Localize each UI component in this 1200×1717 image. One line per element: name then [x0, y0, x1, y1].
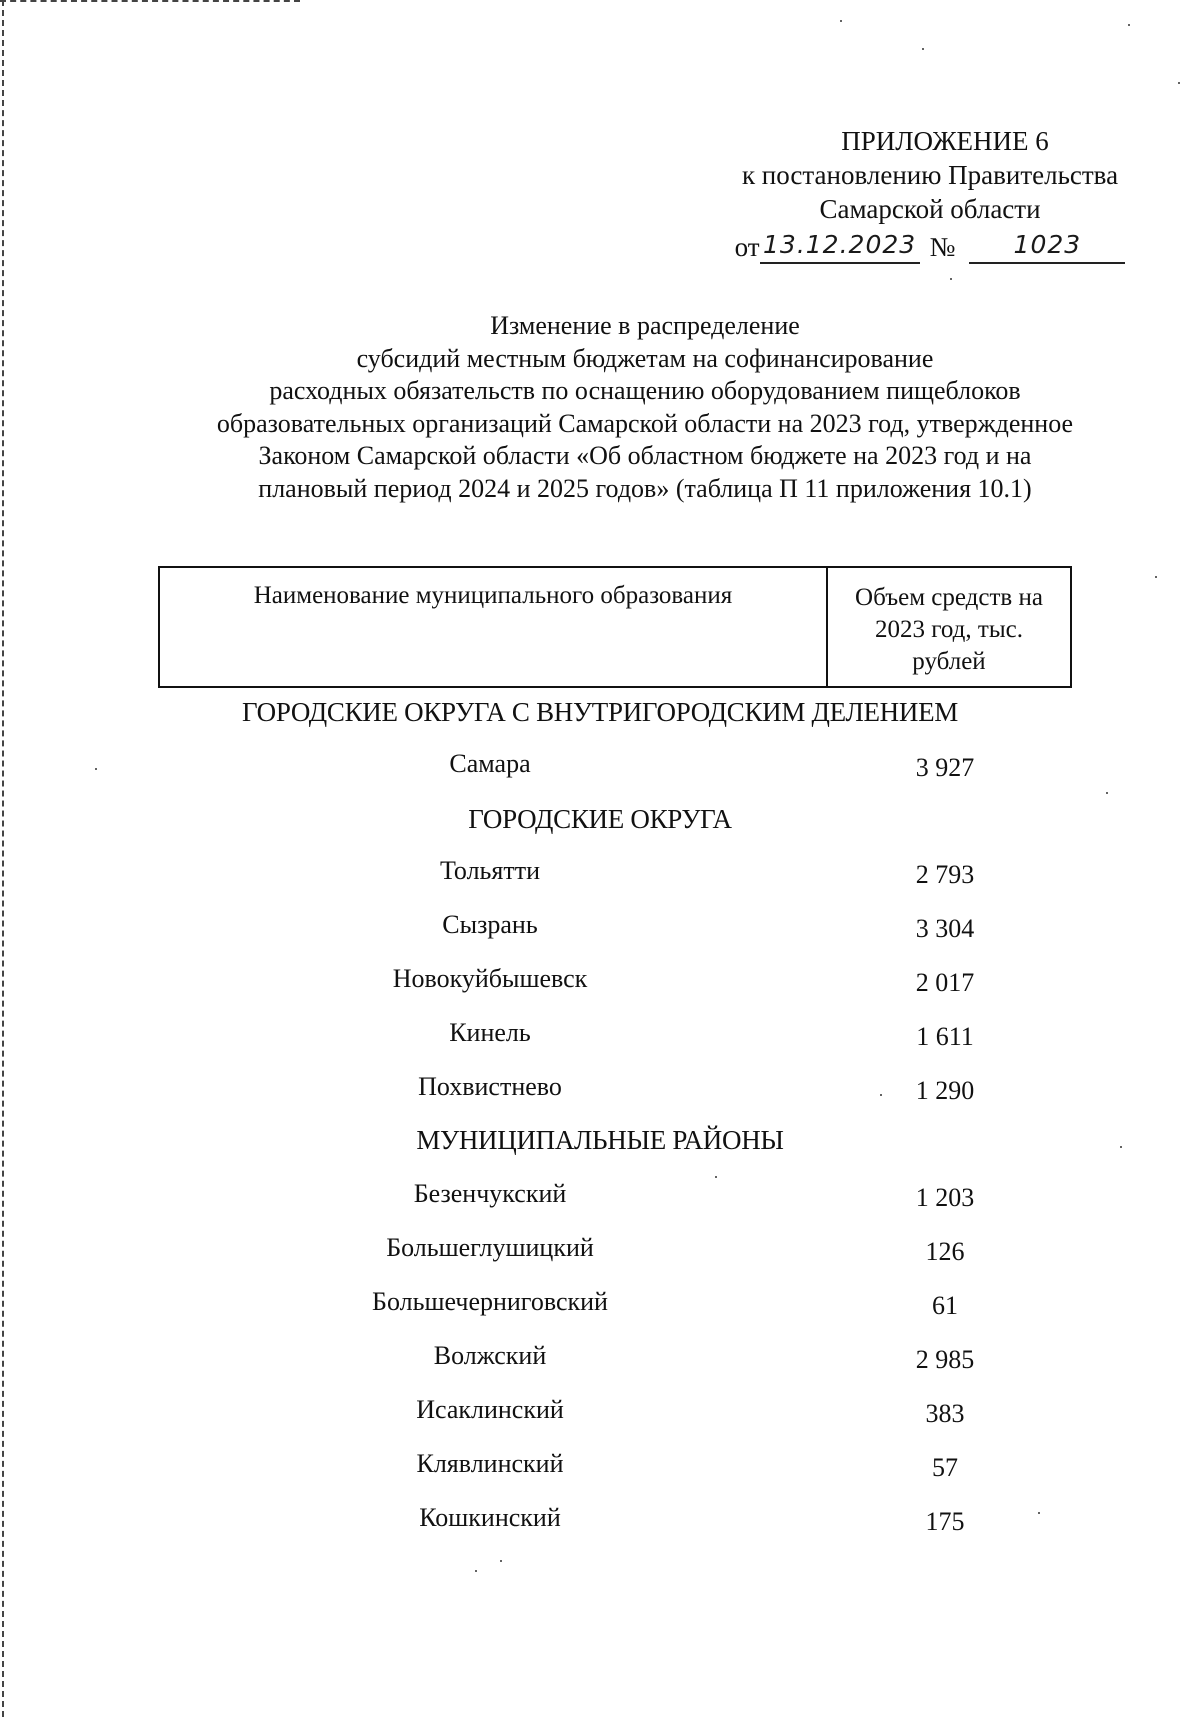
municipality-value: 175: [925, 1507, 965, 1536]
municipality-value: 2 017: [915, 968, 975, 997]
scan-speck: [922, 48, 924, 50]
scan-edge-top: [0, 0, 300, 2]
municipality-value: 1 611: [916, 1022, 974, 1051]
scan-speck: [950, 278, 952, 280]
municipality-value: 1 290: [915, 1076, 975, 1105]
scan-speck: [95, 768, 97, 770]
column-header-volume-line: 2023 год, тыс.: [875, 616, 1023, 643]
title-line: субсидий местным бюджетам на софинансирование: [356, 343, 934, 373]
municipality-value: 57: [932, 1453, 958, 1482]
number-sign: №: [929, 232, 956, 262]
scan-speck: [1155, 576, 1157, 578]
section-heading: ГОРОДСКИЕ ОКРУГА С ВНУТРИГОРОДСКИМ ДЕЛЕНИЕМ: [242, 697, 958, 727]
attachment-line-resolution: к постановлению Правительства: [741, 160, 1119, 190]
title-line: плановый период 2024 и 2025 годов» (таблица П 11 приложения 10.1): [258, 473, 1032, 503]
municipality-name: Кинель: [449, 1018, 531, 1047]
scan-speck: [1128, 24, 1130, 26]
column-header-name: Наименование муниципального образования: [160, 568, 828, 686]
municipality-name: Кошкинский: [419, 1503, 561, 1532]
column-header-volume: [828, 568, 1070, 686]
title-line: образовательных организаций Самарской области на 2023 год, утвержденное: [216, 408, 1074, 438]
column-header-volume-line: рублей: [912, 648, 986, 675]
section-heading: МУНИЦИПАЛЬНЫЕ РАЙОНЫ: [416, 1125, 784, 1155]
municipality-name: Волжский: [433, 1341, 547, 1370]
municipality-value: 3 304: [915, 914, 975, 943]
municipality-name: Большеглушицкий: [386, 1233, 594, 1262]
municipality-name: Новокуйбышевск: [392, 964, 588, 993]
document-title: [150, 310, 1140, 505]
municipality-value: 61: [932, 1291, 958, 1320]
title-line: расходных обязательств по оснащению оборудованием пищеблоков: [269, 376, 1021, 405]
scan-speck: [1106, 792, 1108, 794]
municipality-value: 383: [925, 1399, 965, 1428]
attachment-title: ПРИЛОЖЕНИЕ 6: [841, 126, 1049, 156]
municipality-name: Большечерниговский: [372, 1287, 608, 1316]
scan-speck: [715, 1176, 717, 1178]
municipality-value: 126: [925, 1237, 965, 1266]
scan-speck: [475, 1570, 477, 1572]
scan-speck: [840, 20, 842, 22]
title-line: Изменение в распределение: [490, 311, 800, 340]
attachment-line-region: Самарской области: [819, 194, 1041, 224]
handwritten-date: 13.12.2023: [760, 228, 920, 264]
municipality-name: Исаклинский: [416, 1395, 564, 1424]
municipality-name: Сызрань: [442, 910, 538, 939]
attachment-header: [720, 124, 1140, 264]
resolution-date-number: [720, 228, 1140, 264]
scan-edge-left: [2, 0, 4, 1717]
table-header: [158, 566, 1072, 688]
date-prefix: от: [734, 232, 760, 262]
municipality-value: 3 927: [915, 753, 975, 782]
municipality-name: Тольятти: [439, 856, 540, 885]
municipality-name: Клявлинский: [416, 1449, 564, 1478]
municipality-name: Самара: [449, 749, 531, 778]
municipality-name: Похвистнево: [418, 1072, 562, 1101]
section-heading: ГОРОДСКИЕ ОКРУГА: [468, 804, 732, 834]
scan-speck: [500, 1560, 502, 1562]
title-line: Законом Самарской области «Об областном бюджете на 2023 год и на: [258, 441, 1032, 470]
municipality-name: Безенчукский: [413, 1179, 567, 1208]
column-header-volume-line: Объем средств на: [855, 584, 1043, 611]
municipality-value: 2 793: [915, 860, 975, 889]
municipality-value: 2 985: [915, 1345, 975, 1374]
scan-speck: [1038, 1512, 1040, 1514]
scan-speck: [1178, 82, 1180, 84]
municipality-value: 1 203: [915, 1183, 975, 1212]
handwritten-number: 1023: [969, 228, 1125, 264]
scan-speck: [1120, 1146, 1122, 1148]
